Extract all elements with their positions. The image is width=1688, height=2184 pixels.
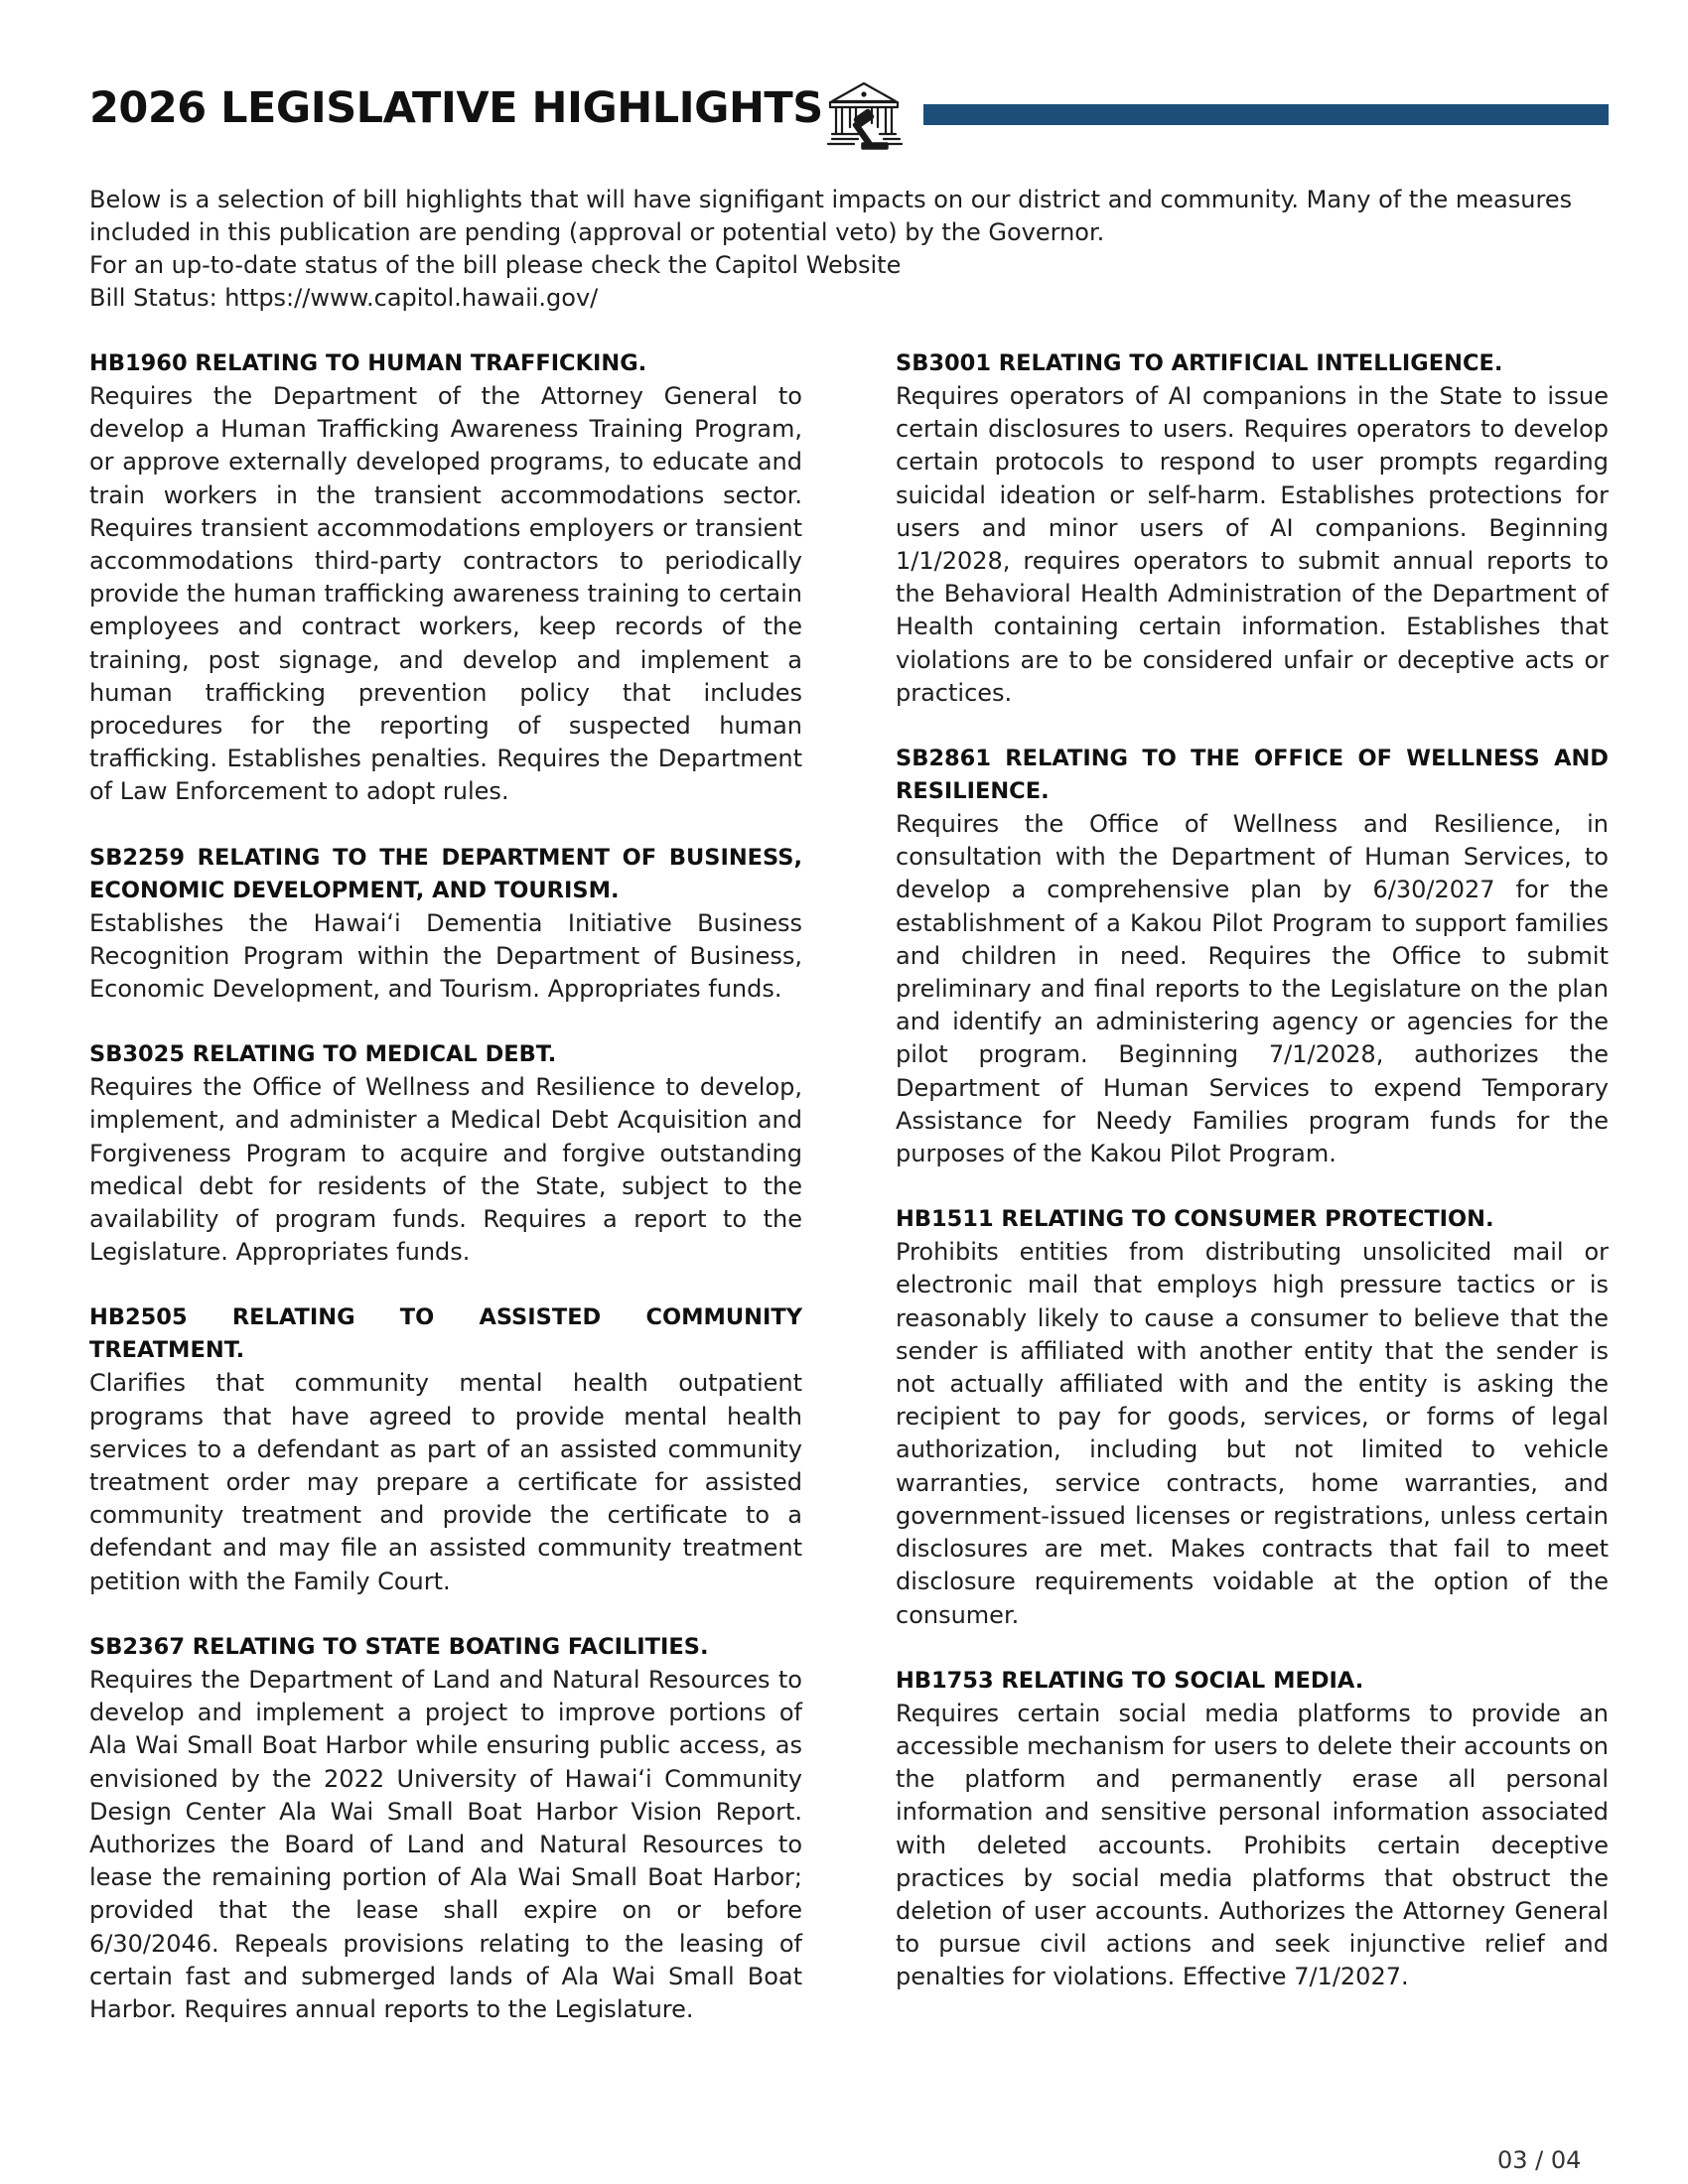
bill-sb2367 [89,1631,802,2026]
bill-sb2259 [89,842,802,1007]
bill-title: SB2861 RELATING TO THE OFFICE OF WELLNESS AND RESILIENCE. [896,746,1609,805]
left-column [89,347,802,2059]
bill-description: Clarifies that community mental health outpatient programs that have agreed to provide mental health services to a defendant as part of an assisted community treatment order may prepare a certificate for assisted community treatment and provide the certificate to a defendant and may file an assisted community treatment petition with the Family Court. [89,1369,802,1595]
bill-sb3001 [896,347,1609,710]
bill-title: HB2505 RELATING TO ASSISTED COMMUNITY TREATMENT. [89,1304,802,1364]
bill-title: SB2259 RELATING TO THE DEPARTMENT OF BUSINESS, ECONOMIC DEVELOPMENT, AND TOURISM. [89,844,802,903]
bill-hb1960 [89,347,802,809]
bill-description: Requires the Department of the Attorney General to develop a Human Trafficking Awareness Training Program, or approve externally developed programs, to educate and train workers in the transient accommodations sector. Requires transient accommodations employers or transient accommodations third-party contractors to periodically provide the human trafficking awareness training to certain employees and contract workers, keep records of the training, post signage, and develop and implement a human trafficking prevention policy that includes procedures for the reporting of suspected human trafficking. Establishes penalties. Requires the Department of Law Enforcement to adopt rules. [89,382,802,806]
bill-description: Requires the Department of Land and Natural Resources to develop and implement a project to improve portions of Ala Wai Small Boat Harbor while ensuring public access, as envisioned by the 2022 University of Hawaiʻi Community Design Center Ala Wai Small Boat Harbor Vision Report. Authorizes the Board of Land and Natural Resources to lease the remaining portion of Ala Wai Small Boat Harbor; provided that the lease shall expire on or before 6/30/2046. Repeals provisions relating to the leasing of certain fast and submerged lands of Ala Wai Small Boat Harbor. Requires annual reports to the Legislature. [89,1665,802,2023]
right-column [896,347,1609,2027]
page-title: 2026 LEGISLATIVE HIGHLIGHTS [89,83,823,133]
bill-title: SB3025 RELATING TO MEDICAL DEBT. [89,1041,557,1068]
bill-hb2505 [89,1301,802,1597]
bill-sb2861 [896,743,1609,1170]
page-number: 03 / 04 [1497,2146,1582,2174]
bill-title: SB3001 RELATING TO ARTIFICIAL INTELLIGENCE. [896,350,1503,376]
bill-description: Requires operators of AI companions in the State to issue certain disclosures to users. Requires operators to develop certain protocols to respond to user prompts regarding suicidal ideation or self-harm. Establishes protections for users and minor users of AI companions. Beginning 1/1/2028, requires operators to submit annual reports to the Behavioral Health Administration of the Department of Health containing certain information. Establishes that violations are to be considered unfair or deceptive acts or practices. [896,382,1609,707]
bill-hb1511 [896,1203,1609,1631]
bill-description: Prohibits entities from distributing unsolicited mail or electronic mail that employs high pressure tactics or is reasonably likely to cause a consumer to believe that the sender is affiliated with another entity that the sender is not actually affiliated with and the entity is asking the recipient to pay for goods, services, or forms of legal authorization, including but not limited to vehicle warranties, service contracts, home warranties, and government-issued licenses or registrations, unless certain disclosures are met. Makes contracts that fail to meet disclosure requirements voidable at the option of the consumer. [896,1238,1609,1629]
bill-title: HB1511 RELATING TO CONSUMER PROTECTION. [896,1206,1494,1233]
bill-sb3025 [89,1038,802,1269]
bill-title: HB1960 RELATING TO HUMAN TRAFFICKING. [89,350,647,376]
intro-paragraph: Below is a selection of bill highlights that will have signifigant impacts on our district and community. Many of the measures included in this publication are pending (approval or potential veto) by the Governor. [89,186,1573,246]
bill-description: Establishes the Hawaiʻi Dementia Initiative Business Recognition Program within the Department of Business, Economic Development, and Tourism. Appropriates funds. [89,908,802,1004]
bill-hb1753 [896,1665,1609,1994]
bill-description: Requires the Office of Wellness and Resilience to develop, implement, and administer a Medical Debt Acquisition and Forgiveness Program to acquire and forgive outstanding medical debt for residents of the State, subject to the availability of program funds. Requires a report to the Legislature. Appropriates funds. [89,1073,802,1267]
bill-description: Requires the Office of Wellness and Resilience, in consultation with the Department of Human Services, to develop a comprehensive plan by 6/30/2027 for the establishment of a Kakou Pilot Program to support families and children in need. Requires the Office to submit preliminary and final reports to the Legislature on the plan and identify an administering agency or agencies for the pilot program. Beginning 7/1/2028, authorizes the Department of Human Services to expend Temporary Assistance for Needy Families program funds for the purposes of the Kakou Pilot Program. [896,810,1609,1168]
bill-title: HB1753 RELATING TO SOCIAL MEDIA. [896,1667,1364,1694]
intro-bill-status-link: Bill Status: https://www.capitol.hawaii.gov/ [89,284,599,312]
capitol-building-icon [822,77,906,157]
intro-text [89,184,1609,315]
bill-title: SB2367 RELATING TO STATE BOATING FACILITIES. [89,1633,709,1660]
intro-status-note: For an up-to-date status of the bill please check the Capitol Website [89,251,902,279]
bill-description: Requires certain social media platforms to provide an accessible mechanism for users to delete their accounts on the platform and permanently erase all personal information and sensitive personal information associated with deleted accounts. Prohibits certain deceptive practices by social media platforms that obstruct the deletion of user accounts. Authorizes the Attorney General to pursue civil actions and seek injunctive relief and penalties for violations. Effective 7/1/2027. [896,1699,1609,1991]
page-header [89,77,1609,157]
header-accent-bar [923,104,1609,125]
